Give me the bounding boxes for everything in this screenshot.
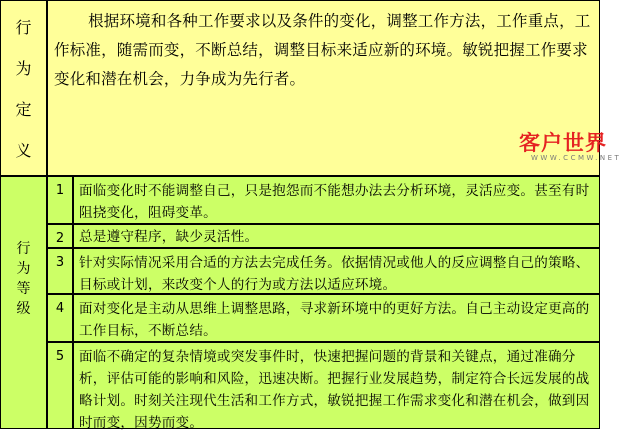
side-char: 等 xyxy=(16,281,31,297)
watermark-logo xyxy=(519,127,639,171)
side-char: 定 xyxy=(15,100,32,119)
definition-side-label xyxy=(0,0,47,176)
definition-text: 根据环境和各种工作要求以及条件的变化，调整工作方法，工作重点，工作标准，随需而变，不断总结，调整目标来适应新的环境。敏锐把握工作要求变化和潜在机会，力争成为先行者。 xyxy=(54,12,591,88)
side-char: 行 xyxy=(16,241,31,257)
level-description: 面临变化时不能调整自己，只是抱怨而不能想办法去分析环境，灵活应变。甚至有时阻挠变化，阻碍变革。 xyxy=(73,176,600,224)
level-description: 面对变化是主动从思维上调整思路，寻求新环境中的更好方法。自己主动设定更高的工作目标，不断总结。 xyxy=(73,294,600,342)
level-number: 5 xyxy=(47,342,73,429)
logo-title: 客户世界 xyxy=(519,131,607,155)
level-description: 总是遵守程序，缺少灵活性。 xyxy=(73,224,600,248)
level-description: 面临不确定的复杂情境或突发事件时，快速把握问题的背景和关键点，通过准确分析，评估可能的影响和风险，迅速决断。把握行业发展趋势，制定符合长远发展的战略计划。时刻关注现代生活和工作方式，敏锐把握工作需求变化和潜在机会，做到因时而变，因势而变。 xyxy=(73,342,600,429)
level-number: 2 xyxy=(47,224,73,248)
side-char: 级 xyxy=(16,301,31,317)
side-char: 为 xyxy=(15,59,32,78)
logo-url: WWW.CCMW.NET xyxy=(531,154,622,162)
levels-side-label xyxy=(0,176,47,429)
level-number: 1 xyxy=(47,176,73,224)
side-char: 行 xyxy=(15,18,32,37)
level-number: 4 xyxy=(47,294,73,342)
side-char: 义 xyxy=(15,141,32,160)
definition-cell xyxy=(47,0,622,176)
side-char: 为 xyxy=(16,261,31,277)
level-number: 3 xyxy=(47,248,73,294)
level-description: 针对实际情况采用合适的方法去完成任务。依据情况或他人的反应调整自己的策略、目标或计划，来改变个人的行为或方法以适应环境。 xyxy=(73,248,600,294)
